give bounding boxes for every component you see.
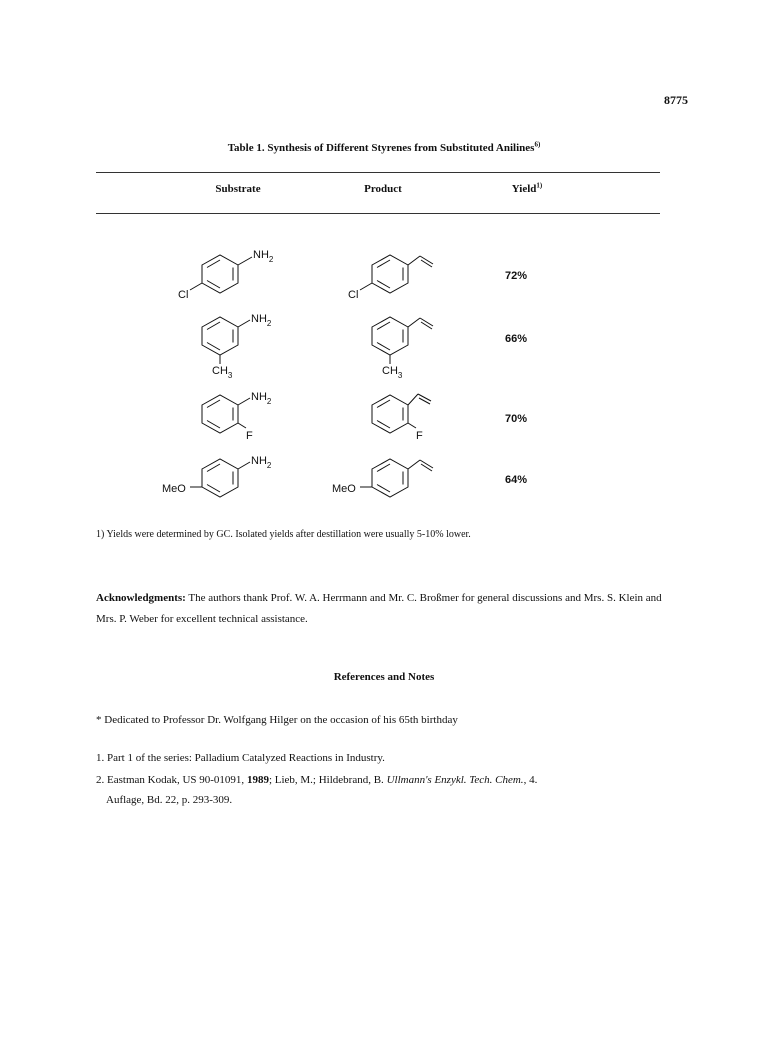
fluoro-label: F bbox=[246, 430, 253, 442]
substrate-3-methylaniline bbox=[160, 310, 290, 382]
header-product: Product bbox=[364, 183, 402, 195]
methyl-label: $CH_3$ bbox=[382, 365, 403, 380]
amino-label: $NH_2$ bbox=[251, 313, 272, 328]
header-substrate: Substrate bbox=[215, 183, 261, 195]
substrate-2-fluoroaniline bbox=[160, 388, 290, 446]
table-title bbox=[0, 142, 768, 154]
methyl-label: $CH_3$ bbox=[212, 365, 233, 380]
page-number: 8775 bbox=[664, 93, 688, 107]
header-yield-text: Yield bbox=[511, 183, 537, 195]
product-3-methylstyrene bbox=[330, 310, 460, 382]
reference-2-part-c: , 4. bbox=[523, 774, 538, 786]
header-yield-ref: 1) bbox=[536, 181, 543, 190]
dedication-note: * Dedicated to Professor Dr. Wolfgang Hilger on the occasion of his 65th birthday bbox=[96, 714, 458, 726]
yield-row-3: 70% bbox=[505, 413, 528, 425]
product-4-chlorostyrene bbox=[330, 238, 460, 304]
reference-1: 1. Part 1 of the series: Palladium Catalyzed Reactions in Industry. bbox=[96, 752, 385, 764]
methoxy-label: MeO bbox=[332, 483, 356, 495]
amino-label: $NH_2$ bbox=[253, 249, 274, 264]
yield-row-2: 66% bbox=[505, 333, 528, 345]
yield-row-1: 72% bbox=[505, 270, 528, 282]
reference-2-year: 1989 bbox=[246, 774, 269, 786]
acknowledgments-text: The authors thank Prof. W. A. Herrmann and Mr. C. Broßmer for general discussions and Mrs. S. Klein and Mrs. P. Weber for excellent technical assistance. bbox=[96, 592, 662, 625]
table-title-ref: 6) bbox=[534, 140, 541, 149]
table-header-rule bbox=[96, 213, 660, 214]
methoxy-label: MeO bbox=[162, 483, 186, 495]
references-title: References and Notes bbox=[333, 671, 435, 683]
reference-2 bbox=[96, 770, 676, 810]
reference-2-journal: Ullmann's Enzykl. Tech. Chem. bbox=[386, 774, 524, 786]
substrate-4-methoxyaniline bbox=[150, 452, 290, 502]
amino-label: $NH_2$ bbox=[251, 391, 272, 406]
acknowledgments bbox=[96, 588, 676, 630]
table-top-rule bbox=[96, 172, 660, 173]
product-4-methoxystyrene bbox=[320, 452, 460, 502]
yield-row-4: 64% bbox=[505, 474, 528, 486]
amino-label: $NH_2$ bbox=[251, 455, 272, 470]
chloro-label: Cl bbox=[178, 289, 189, 301]
header-yield bbox=[457, 183, 597, 195]
table-footnote: 1) Yields were determined by GC. Isolated yields after destillation were usually 5-10% lower. bbox=[96, 529, 471, 540]
chloro-label: Cl bbox=[348, 289, 359, 301]
product-2-fluorostyrene bbox=[330, 388, 460, 446]
acknowledgments-heading: Acknowledgments: bbox=[96, 592, 186, 604]
fluoro-label: F bbox=[416, 430, 423, 442]
reference-2-part-a: 2. Eastman Kodak, US 90-01091, bbox=[96, 774, 245, 786]
reference-2-part-b: ; Lieb, M.; Hildebrand, B. bbox=[268, 774, 384, 786]
reference-2-part-d: Auflage, Bd. 22, p. 293-309. bbox=[106, 794, 233, 806]
substrate-4-chloroaniline bbox=[160, 238, 290, 304]
table-title-text: Table 1. Synthesis of Different Styrenes from Substituted Anilines bbox=[227, 142, 535, 154]
